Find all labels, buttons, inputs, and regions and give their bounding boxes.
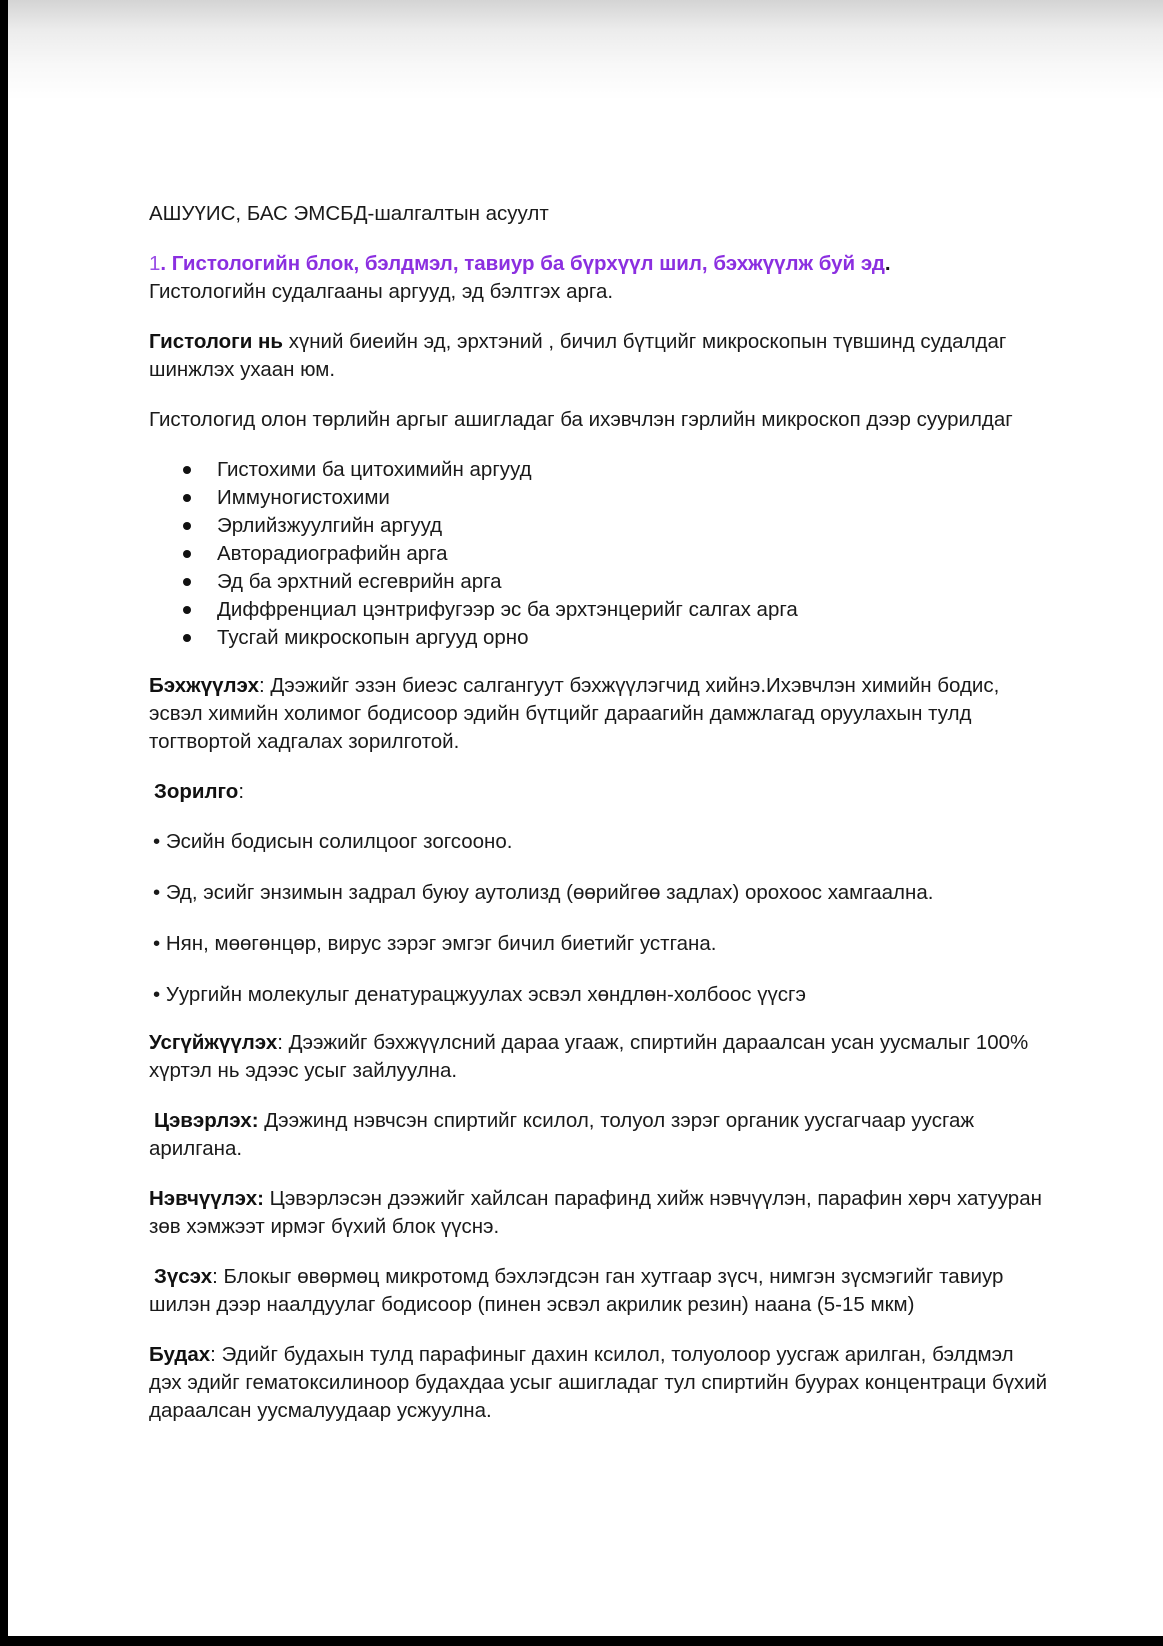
definition-paragraph — [149, 328, 1049, 384]
fixation-paragraph — [149, 672, 1049, 756]
bullet-icon — [183, 522, 191, 530]
step-infiltration — [149, 1185, 1049, 1241]
step-text: : Эдийг будахын тулд парафиныг дахин ксилол, толуолоор уусгаж арилган, бэлдмэл дэх эдийг гематоксилиноор будахдаа усыг ашигладаг тул спиртийн буурах концентраци бүхий дараалсан уусмалуудаар усжуулна. — [149, 1343, 1048, 1422]
step-term: Зүсэх — [154, 1265, 213, 1288]
method-label: Эд ба эрхтний есгеврийн арга — [217, 570, 502, 593]
question-heading-end: . — [884, 252, 891, 275]
bullet-icon — [183, 578, 191, 586]
document-page — [8, 0, 1163, 1636]
methods-list-item — [175, 624, 1049, 652]
method-label: Гистохими ба цитохимийн аргууд — [217, 458, 532, 481]
goal-item: • Эсийн бодисын солилцоог зогсооно. — [153, 830, 513, 853]
goals-heading — [149, 778, 1049, 806]
goal-item: • Уургийн молекулыг денатурацжуулах эсвэл хөндлөн-холбоос үүсгэ — [153, 983, 806, 1006]
definition-text: хүний биеийн эд, эрхтэний , бичил бүтцийг микроскопын түвшинд судалдаг шинжлэх ухаан юм. — [149, 330, 1007, 381]
step-text: : Блокыг өвөрмөц микротомд бэхлэгдсэн ган хутгаар зүсч, нимгэн зүсмэгийг тавиур шилэн дээр наалдуулаг бодисоор (пинен эсвэл акрилик резин) наана (5-15 мкм) — [149, 1265, 1004, 1316]
step-clearing — [149, 1107, 1049, 1163]
step-sectioning — [149, 1263, 1049, 1319]
step-term: Усгүйжүүлэх — [149, 1031, 278, 1054]
methods-list-item — [175, 512, 1049, 540]
method-label: Авторадиографийн арга — [217, 542, 448, 565]
fixation-text: : Дээжийг эзэн биеэс салгангуут бэхжүүлэгчид хийнэ.Ихэвчлэн химийн бодис, эсвэл химийн холимог бодисоор эдийн бүтцийг дараагийн дамжлагад оруулахын тулд тогтвортой хадгалах зорилготой. — [149, 674, 1000, 753]
step-dehydration — [149, 1029, 1049, 1085]
definition-term: Гистологи нь — [149, 330, 283, 353]
goal-item: • Нян, мөөгөнцөр, вирус зэрэг эмгэг бичил биетийг устгана. — [153, 932, 717, 955]
question-number: 1 — [149, 252, 161, 275]
method-label: Тусгай микроскопын аргууд орно — [217, 626, 529, 649]
bullet-icon — [183, 466, 191, 474]
question-heading — [149, 250, 1049, 278]
step-term: Цэвэрлэх: — [154, 1109, 259, 1132]
step-text: : Дээжийг бэхжүүлсний дараа угааж, спиртийн дараалсан усан уусмалыг 100% хүртэл нь эдээс усыг зайлуулна. — [149, 1031, 1029, 1082]
method-label: Эрлийзжуулгийн аргууд — [217, 514, 443, 537]
step-text: Дээжинд нэвчсэн спиртийг ксилол, толуол зэрэг органик уусгагчаар уусгаж арилгана. — [149, 1109, 975, 1160]
question-subheading: Гистологийн судалгааны аргууд, эд бэлтгэх арга. — [149, 280, 614, 303]
step-text: Цэвэрлэсэн дээжийг хайлсан парафинд хийж нэвчүүлэн, парафин хөрч хатууран зөв хэмжээт ирмэг бүхий блок үүснэ. — [149, 1187, 1042, 1238]
bullet-icon — [183, 606, 191, 614]
method-label: Иммуногистохими — [217, 486, 390, 509]
bullet-icon — [183, 634, 191, 642]
step-term: Будах — [149, 1343, 211, 1366]
fixation-term: Бэхжүүлэх — [149, 674, 259, 697]
goal-item: • Эд, эсийг энзимын задрал буюу аутолизд (өөрийгөө задлах) орохоос хамгаална. — [153, 881, 934, 904]
methods-list-item — [175, 540, 1049, 568]
methods-list-item — [175, 568, 1049, 596]
document-title: АШУҮИС, БАС ЭМСБД-шалгалтын асуулт — [149, 202, 549, 225]
methods-list-item — [175, 596, 1049, 624]
document-content — [149, 200, 1049, 1447]
step-term: Нэвчүүлэх: — [149, 1187, 264, 1210]
methods-list — [149, 456, 1049, 652]
methods-list-item — [175, 456, 1049, 484]
question-heading-text: . Гистологийн блок, бэлдмэл, тавиур ба бүрхүүл шил, бэхжүүлж буй эд — [160, 252, 885, 275]
method-label: Диффренциал цэнтрифугээр эс ба эрхтэнцерийг салгах арга — [217, 598, 798, 621]
goals-colon: : — [238, 780, 245, 803]
step-staining — [149, 1341, 1049, 1425]
bullet-icon — [183, 550, 191, 558]
bullet-icon — [183, 494, 191, 502]
methods-intro: Гистологид олон төрлийн аргыг ашигладаг ба ихэвчлэн гэрлийн микроскоп дээр суурилдаг — [149, 408, 1013, 431]
goals-term: Зорилго — [154, 780, 239, 803]
methods-list-item — [175, 484, 1049, 512]
